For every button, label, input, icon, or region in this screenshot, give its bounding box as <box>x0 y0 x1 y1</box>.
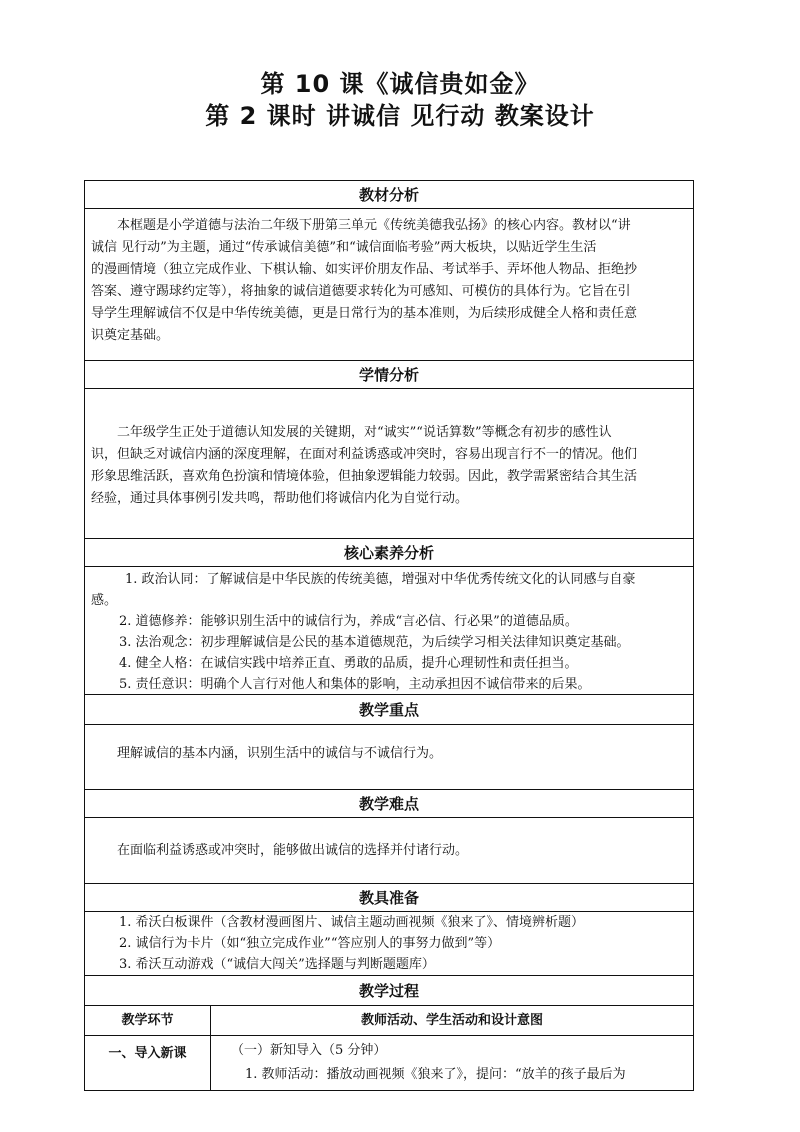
list-item-continued: 感。 <box>91 593 118 608</box>
document-title: 第 10 课《诚信贵如金》 <box>260 70 540 98</box>
document-subtitle: 第 2 课时 讲诚信 见行动 教案设计 <box>205 102 595 130</box>
list-item: 1. 希沃白板课件（含教材漫画图片、诚信主题动画视频《狼来了》、情境辨析题） <box>119 915 585 930</box>
student-analysis-content <box>85 389 693 539</box>
textbook-analysis-content <box>85 209 693 361</box>
list-item: 1. 政治认同：了解诚信是中华民族的传统美德，增强对中华优秀传统文化的认同感与自豪 <box>125 572 636 587</box>
list-item: 4. 健全人格：在诚信实践中培养正直、勇敢的品质，提升心理韧性和责任担当。 <box>119 656 578 671</box>
difficulty-content <box>85 818 693 884</box>
text-line: 形象思维活跃，喜欢角色扮演和情境体验，但抽象逻辑能力较弱。因此，教学需紧密结合其生活 <box>91 469 638 484</box>
textbook-analysis-heading: 教材分析 <box>85 181 693 209</box>
key-points-heading: 教学重点 <box>85 695 693 725</box>
process-header-row <box>85 1006 693 1036</box>
text-line: 的漫画情境（独立完成作业、下棋认输、如实评价朋友作品、考试举手、弄坏他人物品、拒绝抄 <box>91 262 638 277</box>
list-item: 3. 希沃互动游戏（“诚信大闯关”选择题与判断题题库） <box>119 957 435 972</box>
text-line: 本框题是小学道德与法治二年级下册第三单元《传统美德我弘扬》的核心内容。教材以“讲 <box>117 218 631 233</box>
text-line: 诚信 见行动”为主题，通过“传承诚信美德”和“诚信面临考验”两大板块，以贴近学生生活 <box>91 240 597 255</box>
sub-heading: （一）新知导入（5 分钟） <box>231 1043 387 1058</box>
student-analysis-heading: 学情分析 <box>85 361 693 389</box>
teaching-process-heading: 教学过程 <box>85 976 693 1006</box>
list-item: 3. 法治观念：初步理解诚信是公民的基本道德规范，为后续学习相关法律知识奠定基础。 <box>119 635 630 650</box>
key-points-content <box>85 725 693 790</box>
text-line: 导学生理解诚信不仅是中华传统美德，更是日常行为的基本准则，为后续形成健全人格和责任意 <box>91 306 638 321</box>
text-line: 答案、遵守踢球约定等），将抽象的诚信道德要求转化为可感知、可模仿的具体行为。它旨在引 <box>91 284 631 299</box>
teaching-aids-heading: 教具准备 <box>85 884 693 912</box>
text-line: 1. 教师活动：播放动画视频《狼来了》，提问：“放羊的孩子最后为 <box>245 1067 626 1082</box>
text-line: 经验，通过具体事例引发共鸣，帮助他们将诚信内化为自觉行动。 <box>91 491 469 506</box>
stage-activity <box>211 1036 693 1090</box>
list-item: 5. 责任意识：明确个人言行对他人和集体的影响，主动承担因不诚信带来的后果。 <box>119 677 591 692</box>
text-line: 理解诚信的基本内涵，识别生活中的诚信与不诚信行为。 <box>117 746 443 761</box>
core-literacy-content <box>85 567 693 695</box>
process-row <box>85 1036 693 1090</box>
text-line: 在面临利益诱惑或冲突时，能够做出诚信的选择并付诸行动。 <box>117 843 469 858</box>
list-item: 2. 道德修养：能够识别生活中的诚信行为，养成“言必信、行必果”的道德品质。 <box>119 614 578 629</box>
teaching-aids-content <box>85 912 693 976</box>
stage-name: 一、导入新课 <box>85 1036 211 1090</box>
column-header-stage: 教学环节 <box>85 1006 211 1035</box>
difficulty-heading: 教学难点 <box>85 790 693 818</box>
lesson-plan-table <box>84 180 694 1091</box>
list-item: 2. 诚信行为卡片（如“独立完成作业”“答应别人的事努力做到”等） <box>119 936 501 951</box>
text-line: 识，但缺乏对诚信内涵的深度理解，在面对利益诱惑或冲突时，容易出现言行不一的情况。他们 <box>91 447 638 462</box>
core-literacy-heading: 核心素养分析 <box>85 539 693 567</box>
column-header-activity: 教师活动、学生活动和设计意图 <box>360 1013 543 1028</box>
text-line: 识奠定基础。 <box>91 328 170 343</box>
text-line: 二年级学生正处于道德认知发展的关键期，对“诚实”“说话算数”等概念有初步的感性认 <box>117 425 612 440</box>
